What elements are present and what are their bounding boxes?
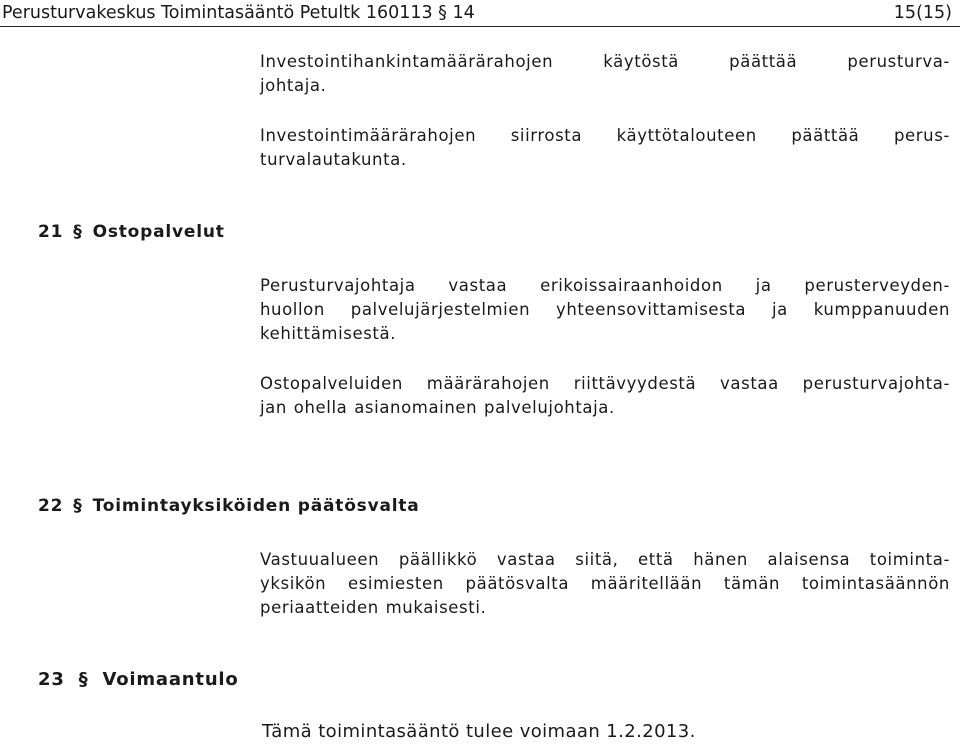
text-line: Ostopalveluiden määrärahojen riittävyydestä vastaa perusturvajohta- xyxy=(260,374,950,393)
section-22-heading xyxy=(38,494,420,518)
section-title: Ostopalvelut xyxy=(92,222,225,242)
page-number: 15(15) xyxy=(893,3,952,23)
section-21-heading xyxy=(38,220,225,244)
text-line: Investointimäärärahojen siirrosta käyttötalouteen päättää perus- xyxy=(260,126,950,145)
section-number: 23 xyxy=(38,669,65,690)
section-sign: § xyxy=(73,496,83,516)
section-sign: § xyxy=(73,222,83,242)
intro-paragraph-1 xyxy=(260,50,950,98)
text-line: turvalautakunta. xyxy=(260,150,407,169)
text-line: yksikön esimiesten päätösvalta määritellään tämän toimintasäännön xyxy=(260,574,950,593)
section-number: 21 xyxy=(38,222,64,242)
section-23-heading xyxy=(38,668,239,692)
text-line: periaatteiden mukaisesti. xyxy=(260,598,487,617)
section-sign: § xyxy=(78,669,89,690)
text-line: Investointihankintamäärärahojen käytöstä päättää perusturva- xyxy=(260,52,950,71)
section-number: 22 xyxy=(38,496,64,516)
text-line: jan ohella asianomainen palvelujohtaja. xyxy=(260,398,615,417)
section-21-paragraph-1 xyxy=(260,274,950,346)
header-title: Perusturvakeskus Toimintasääntö Petultk 160113 § 14 xyxy=(2,3,475,23)
text-line: Vastuualueen päällikkö vastaa siitä, että hänen alaisensa toiminta- xyxy=(260,550,950,569)
section-title: Toimintayksiköiden päätösvalta xyxy=(92,496,420,516)
text-line: huollon palvelujärjestelmien yhteensovittamisesta ja kumppanuuden xyxy=(260,300,950,319)
text-line: johtaja. xyxy=(260,76,327,95)
text-line: Perusturvajohtaja vastaa erikoissairaanhoidon ja perusterveyden- xyxy=(260,276,950,295)
section-22-paragraph-1 xyxy=(260,548,950,620)
page-header xyxy=(0,0,960,27)
text-line: kehittämisestä. xyxy=(260,324,397,343)
section-21-paragraph-2 xyxy=(260,372,950,420)
intro-paragraph-2 xyxy=(260,124,950,172)
section-title: Voimaantulo xyxy=(102,669,239,690)
section-23-text: Tämä toimintasääntö tulee voimaan 1.2.2013. xyxy=(262,721,696,742)
